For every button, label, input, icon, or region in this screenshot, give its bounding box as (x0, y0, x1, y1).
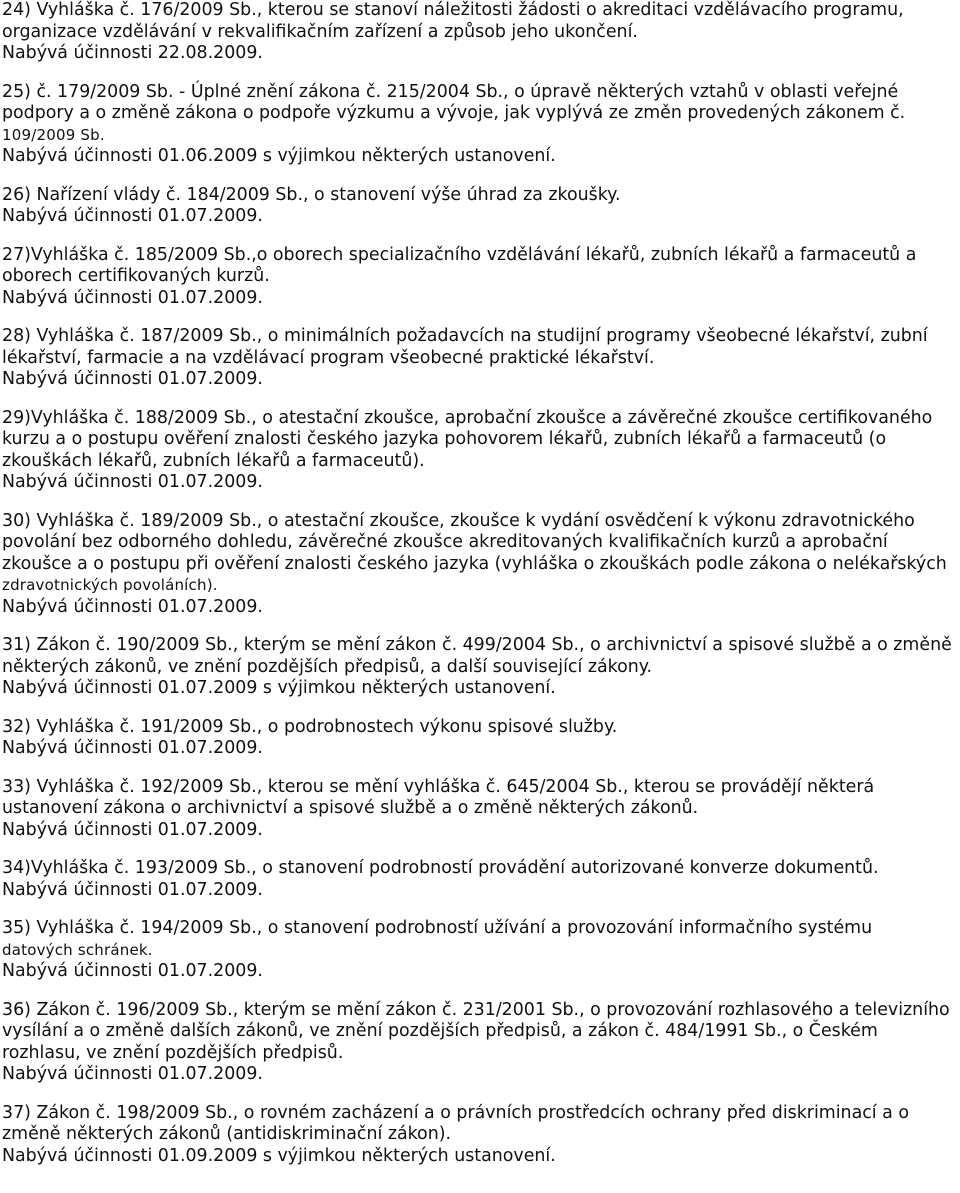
entry-text: 36) Zákon č. 196/2009 Sb., kterým se mění zákon č. 231/2001 Sb., o provozování rozhlasového a televizního vysílání a o změně dalších zákonů, ve znění pozdějších předpisů, a zákon č. 484/1991 Sb., o Českém rozhlasu, ve znění pozdějších předpisů. (2, 999, 950, 1063)
entry-effective-date: Nabývá účinnosti 01.07.2009. (2, 961, 263, 981)
entry-text-continuation: datových schránek. (2, 940, 153, 959)
entry-effective-date: Nabývá účinnosti 01.07.2009. (2, 472, 263, 492)
entry-effective-date: Nabývá účinnosti 01.07.2009. (2, 206, 263, 226)
entry-text: 24) Vyhláška č. 176/2009 Sb., kterou se stanoví náležitosti žádosti o akreditaci vzdělávacího programu, organizace vzdělávání v rekvalifikačním zařízení a způsob jeho ukončení. (2, 0, 904, 42)
list-item (2, 858, 954, 901)
list-item (2, 185, 954, 228)
entry-text: 35) Vyhláška č. 194/2009 Sb., o stanovení podrobností užívání a provozování informačního systému (2, 918, 873, 938)
entry-text: 37) Zákon č. 198/2009 Sb., o rovném zacházení a o právních prostředcích ochrany před diskriminací a o změně některých zákonů (antidiskriminační zákon). (2, 1102, 909, 1144)
entry-text: 26) Nařízení vlády č. 184/2009 Sb., o stanovení výše úhrad za zkoušky. (2, 184, 621, 205)
list-item (2, 1000, 954, 1086)
entry-text: 30) Vyhláška č. 189/2009 Sb., o atestační zkoušce, zkoušce k vydání osvědčení k výkonu zdravotnického povolání bez odborného dohledu, závěrečné zkoušce akreditovaných kvalifikačních kurzů a aprobační zkoušce a o postupu při ověření znalosti českého jazyka (vyhláška o zkouškách podle zákona o nelékařských (2, 510, 947, 574)
entry-text-continuation: zdravotnických povoláních). (2, 576, 218, 594)
list-item (2, 777, 954, 842)
entry-text: 33) Vyhláška č. 192/2009 Sb., kterou se mění vyhláška č. 645/2004 Sb., kterou se provádějí některá ustanovení zákona o archivnictví a spisové službě a o změně některých zákonů. (2, 776, 875, 818)
entry-effective-date: Nabývá účinnosti 01.07.2009 s výjimkou některých ustanovení. (2, 678, 556, 698)
entry-effective-date: Nabývá účinnosti 01.07.2009. (2, 369, 263, 389)
list-item (2, 0, 954, 65)
list-item (2, 408, 954, 494)
list-item (2, 918, 954, 983)
entry-effective-date: Nabývá účinnosti 01.07.2009. (2, 819, 263, 840)
entry-effective-date: Nabývá účinnosti 01.07.2009. (2, 738, 263, 758)
list-item (2, 82, 954, 168)
list-item (2, 717, 954, 760)
list-item (2, 635, 954, 700)
entry-effective-date: Nabývá účinnosti 01.09.2009 s výjimkou některých ustanovení. (2, 1145, 556, 1166)
entry-effective-date: Nabývá účinnosti 01.07.2009. (2, 287, 263, 308)
entry-text: 32) Vyhláška č. 191/2009 Sb., o podrobnostech výkonu spisové služby. (2, 716, 618, 737)
entry-text-continuation: 109/2009 Sb. (2, 125, 105, 144)
entry-effective-date: Nabývá účinnosti 01.06.2009 s výjimkou některých ustanovení. (2, 146, 556, 166)
entry-text: 25) č. 179/2009 Sb. - Úplné znění zákona č. 215/2004 Sb., o úpravě některých vztahů v oblasti veřejné podpory a o změně zákona o podpoře výzkumu a vývoje, jak vyplývá ze změn provedených zákonem č. (2, 81, 906, 123)
list-item (2, 326, 954, 391)
entry-effective-date: Nabývá účinnosti 01.07.2009. (2, 879, 263, 900)
entry-text: 27)Vyhláška č. 185/2009 Sb.,o oborech specializačního vzdělávání lékařů, zubních lékařů a farmaceutů a oborech certifikovaných kurzů. (2, 244, 917, 286)
list-item (2, 511, 954, 619)
entry-effective-date: Nabývá účinnosti 01.07.2009. (2, 596, 263, 617)
entry-text: 29)Vyhláška č. 188/2009 Sb., o atestační zkoušce, aprobační zkoušce a závěrečné zkoušce certifikovaného kurzu a o postupu ověření znalosti českého jazyka pohovorem lékařů, zubních lékařů a farmaceutů (o zkouškách lékařů, zubních lékařů a farmaceutů). (2, 407, 933, 471)
entry-effective-date: Nabývá účinnosti 01.07.2009. (2, 1064, 263, 1084)
entry-text: 31) Zákon č. 190/2009 Sb., kterým se mění zákon č. 499/2004 Sb., o archivnictví a spisové službě a o změně některých zákonů, ve znění pozdějších předpisů, a další související zákony. (2, 635, 952, 677)
list-item (2, 1103, 954, 1168)
list-item (2, 245, 954, 310)
entry-effective-date: Nabývá účinnosti 22.08.2009. (2, 43, 263, 63)
entry-text: 28) Vyhláška č. 187/2009 Sb., o minimálních požadavcích na studijní programy všeobecné lékařství, zubní lékařství, farmacie a na vzdělávací program všeobecné praktické lékařství. (2, 326, 928, 368)
entry-text: 34)Vyhláška č. 193/2009 Sb., o stanovení podrobností provádění autorizované konverze dokumentů. (2, 858, 879, 878)
